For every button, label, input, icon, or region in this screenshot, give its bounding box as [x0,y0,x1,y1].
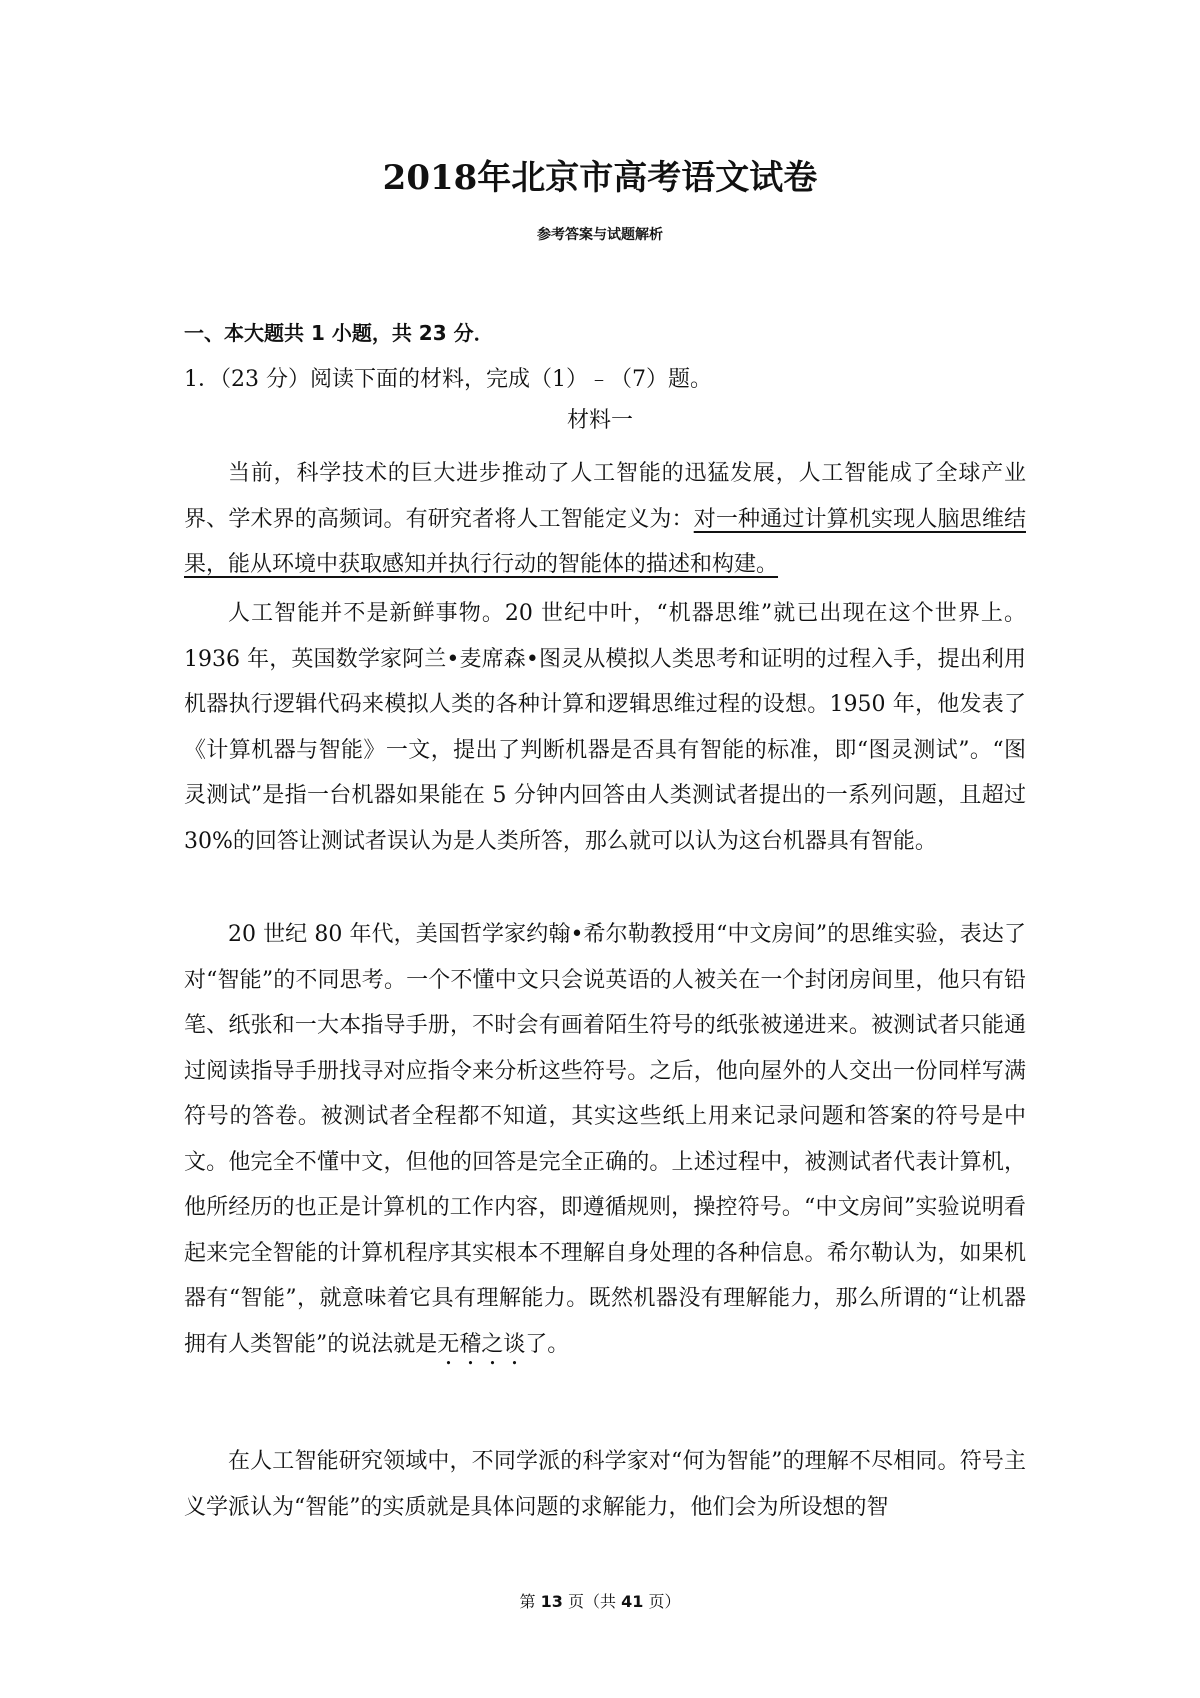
page-footer [0,1589,1200,1612]
section-heading: 一、本大题共 1 小题，共 23 分． [184,321,494,345]
footer-page-number: 13 [540,1592,563,1611]
paragraph-1 [184,451,1026,588]
paragraph-4: 在人工智能研究领域中，不同学派的科学家对“何为智能”的理解不尽相同。符号主义学派认为“智能”的实质就是具体问题的求解能力，他们会为所设想的智 [184,1449,1026,1520]
emphasized-phrase: 无稽之谈 [437,1331,526,1357]
paragraph-3-text: 20 世纪 80 年代，美国哲学家约翰•希尔勒教授用“中文房间”的思维实验，表达了对“智能”的不同思考。一个不懂中文只会说英语的人被关在一个封闭房间里，他只有铅笔、纸张和一大本指导手册，不时会有画着陌生符号的纸张被递进来。被测试者只能通过阅读指导手册找寻对应指令来分析这些符号。之后，他向屋外的人交出一份同样写满符号的答卷。被测试者全程都不知道，其实这些纸上用来记录问题和答案的符号是中文。他完全不懂中文，但他的回答是完全正确的。上述过程中，被测试者代表计算机，他所经历的也正是计算机的工作内容，即遵循规则，操控符号。“中文房间”实验说明看起来完全智能的计算机程序其实根本不理解自身处理的各种信息。希尔勒认为，如果机器有“智能”，就意味着它具有理解能力。既然机器没有理解能力，那么所谓的“让机器拥有人类智能”的说法就是 [184,922,1026,1357]
paragraph-2: 人工智能并不是新鲜事物。20 世纪中叶，“机器思维”就已出现在这个世界上。1936 年，英国数学家阿兰•麦席森•图灵从模拟人类思考和证明的过程入手，提出利用机器执行逻辑代码来模拟人类的各种计算和逻辑思维过程的设想。1950 年，他发表了《计算机器与智能》一文，提出了判断机器是否具有智能的标准，即“图灵测试”。“图灵测试”是指一台机器如果能在 5 分钟内回答由人类测试者提出的一系列问题，且超过 30%的回答让测试者误认为是人类所答，那么就可以认为这台机器具有智能。 [184,601,1026,854]
question-line: 1．（23 分）阅读下面的材料，完成（1）﹣（7）题。 [184,367,712,392]
underlined-definition: 对一种通过计算机实现人脑思维结果，能从环境中获取感知并执行行动的智能体的描述和构建。 [184,506,1026,577]
paragraph-1-text: 当前，科学技术的巨大进步推动了人工智能的迅猛发展，人工智能成了全球产业界、学术界的高频词。有研究者将人工智能定义为： [184,461,1026,532]
paragraph-3-end: 了。 [525,1331,570,1357]
material-title: 材料一 [566,408,633,433]
footer-suffix: 页） [643,1592,681,1611]
page-subtitle: 参考答案与试题解析 [537,227,663,243]
page-title: 2018年北京市高考语文试卷 [382,158,818,198]
footer-total-pages: 41 [621,1592,644,1611]
footer-middle: 页（共 [562,1592,622,1611]
footer-prefix: 第 [519,1592,541,1611]
paragraph-3 [184,912,1026,1370]
